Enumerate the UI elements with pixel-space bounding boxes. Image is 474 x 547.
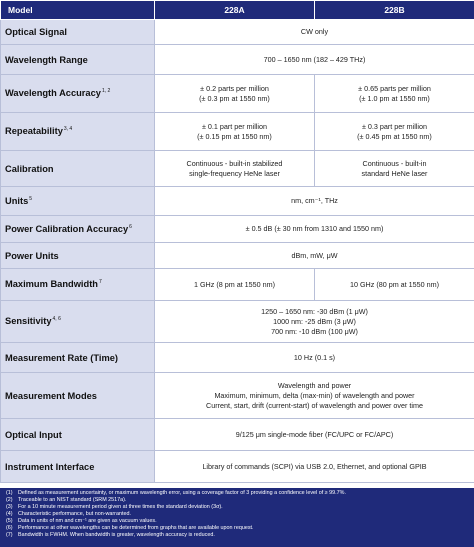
value-228b: 10 GHz (80 pm at 1550 nm) bbox=[315, 269, 474, 301]
row-value: Library of commands (SCPI) via USB 2.0, Ethernet, and optional GPIB bbox=[155, 451, 474, 483]
row-label: Repeatability$^{3, 4}$ bbox=[1, 113, 155, 151]
row-value: ± 0.5 dB (± 30 nm from 1310 and 1550 nm) bbox=[155, 216, 474, 243]
row-label: Instrument Interface bbox=[1, 451, 155, 483]
row-label: Measurement Modes bbox=[1, 373, 155, 419]
value-228a: ± 0.2 parts per million (± 0.3 pm at 1550 nm) bbox=[155, 75, 315, 113]
table-row bbox=[1, 419, 474, 451]
table-row bbox=[1, 269, 474, 301]
footnote: (2) Traceable to an NIST standard (SRM 2517a). bbox=[6, 497, 127, 503]
row-value: dBm, mW, μW bbox=[155, 243, 474, 269]
footnote: (1) Defined as measurement uncertainty, or maximum wavelength error, using a coverage factor of 3 providing a confidence level of ≥ 99.7%. bbox=[6, 490, 346, 496]
row-label: Power Units bbox=[1, 243, 155, 269]
row-label: Maximum Bandwidth$^7$ bbox=[1, 269, 155, 301]
table-row bbox=[1, 216, 474, 243]
header-228b: 228B bbox=[315, 1, 474, 20]
footnote-ref: 7 bbox=[98, 279, 102, 286]
row-label: Optical Signal bbox=[1, 20, 155, 45]
value-228b: ± 0.65 parts per million (± 1.0 pm at 1550 nm) bbox=[315, 75, 474, 113]
row-value: 10 Hz (0.1 s) bbox=[155, 343, 474, 373]
row-value: Wavelength and power Maximum, minimum, delta (max-min) of wavelength and power Current, start, drift (current-start) of wavelength and power over time bbox=[155, 373, 474, 419]
row-label: Power Calibration Accuracy$^6$ bbox=[1, 216, 155, 243]
row-value: 700 – 1650 nm (182 – 429 THz) bbox=[155, 45, 474, 75]
table-row bbox=[1, 75, 474, 113]
row-label: Units$^5$ bbox=[1, 187, 155, 216]
row-label: Wavelength Accuracy$^{1, 2}$ bbox=[1, 75, 155, 113]
row-value: 9/125 μm single-mode fiber (FC/UPC or FC/APC) bbox=[155, 419, 474, 451]
footnote: (5) Data in units of nm and cm⁻¹ are given as vacuum values. bbox=[6, 518, 157, 524]
footnotes bbox=[0, 488, 474, 547]
table-row bbox=[1, 20, 474, 45]
table-header bbox=[1, 1, 474, 20]
footnote: (6) Performance at other wavelengths can be determined from graphs that are available upon request. bbox=[6, 525, 254, 531]
table-row bbox=[1, 301, 474, 343]
table-row bbox=[1, 243, 474, 269]
value-228b: ± 0.3 part per million (± 0.45 pm at 1550 nm) bbox=[315, 113, 474, 151]
value-228a: 1 GHz (8 pm at 1550 nm) bbox=[155, 269, 315, 301]
row-label: Measurement Rate (Time) bbox=[1, 343, 155, 373]
row-value: 1250 – 1650 nm: -30 dBm (1 μW) 1000 nm: -25 dBm (3 μW) 700 nm: -10 dBm (100 μW) bbox=[155, 301, 474, 343]
row-value: nm, cm⁻¹, THz bbox=[155, 187, 474, 216]
value-228a: ± 0.1 part per million (± 0.15 pm at 1550 nm) bbox=[155, 113, 315, 151]
footnote-ref: 1, 2 bbox=[101, 88, 111, 95]
table-row bbox=[1, 373, 474, 419]
row-label: Wavelength Range bbox=[1, 45, 155, 75]
row-label: Sensitivity$^{4, 6}$ bbox=[1, 301, 155, 343]
value-228b: Continuous - built-in standard HeNe laser bbox=[315, 151, 474, 187]
footnote: (3) For a 10 minute measurement period given at three times the standard deviation (3σ). bbox=[6, 504, 223, 510]
footnote: (4) Characteristic performance, but non-warranted. bbox=[6, 511, 131, 517]
table-row bbox=[1, 113, 474, 151]
row-value: CW only bbox=[155, 20, 474, 45]
footnote-ref: 3, 4 bbox=[63, 126, 73, 133]
row-label: Calibration bbox=[1, 151, 155, 187]
footnote-ref: 4, 6 bbox=[52, 316, 61, 323]
table-row bbox=[1, 451, 474, 483]
table-row bbox=[1, 187, 474, 216]
header-model: Model bbox=[1, 1, 155, 20]
value-228a: Continuous - built-in stabilized single-frequency HeNe laser bbox=[155, 151, 315, 187]
table-row bbox=[1, 343, 474, 373]
row-label: Optical Input bbox=[1, 419, 155, 451]
footnote-ref: 5 bbox=[29, 195, 33, 202]
table-row bbox=[1, 45, 474, 75]
header-228a: 228A bbox=[155, 1, 315, 20]
table-row bbox=[1, 151, 474, 187]
footnote-ref: 6 bbox=[129, 223, 132, 230]
footnote: (7) Bandwidth is FWHM. When bandwidth is greater, wavelength accuracy is reduced. bbox=[6, 532, 215, 538]
